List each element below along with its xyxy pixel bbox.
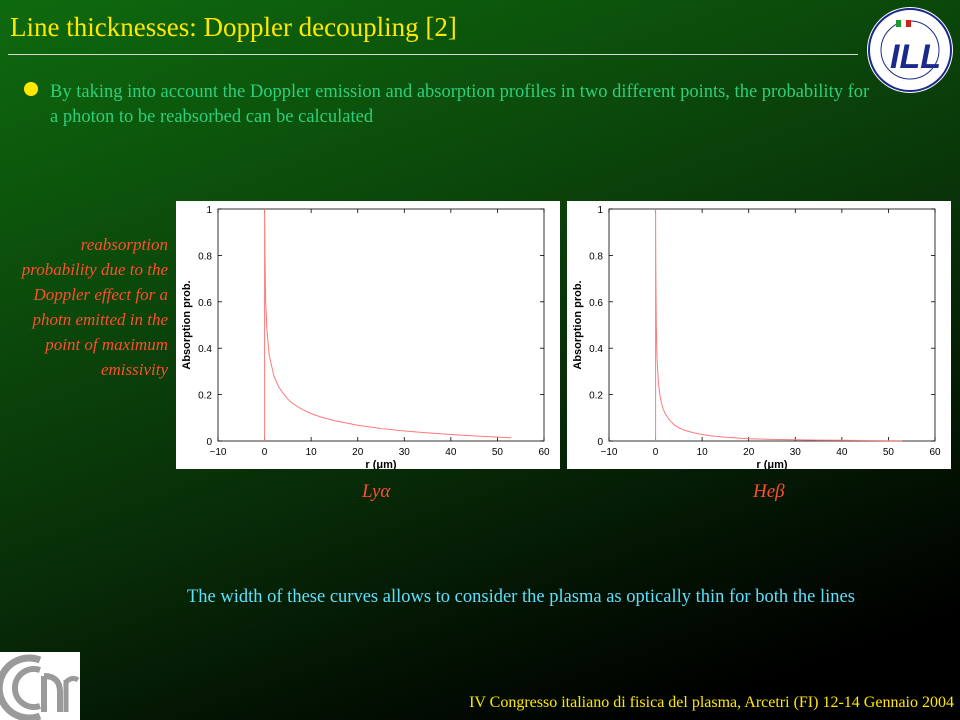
cnr-logo <box>0 652 80 720</box>
slide-title: Line thicknesses: Doppler decoupling [2] <box>10 12 457 42</box>
y-tick-label: 0.8 <box>198 251 212 263</box>
y-tick-label: 1 <box>597 205 603 216</box>
x-axis-label: r (μm) <box>756 459 788 469</box>
footer-conference: IV Congresso italiano di fisica del plasma, Arcetri (FI) 12-14 Gennaio 2004 <box>469 694 954 711</box>
caption-helium-beta: Heβ <box>753 481 785 502</box>
x-tick-label: 10 <box>305 447 317 458</box>
x-tick-label: 40 <box>836 447 848 458</box>
x-tick-label: 20 <box>352 447 364 458</box>
title-divider <box>8 54 858 55</box>
x-tick-label: 30 <box>789 447 801 458</box>
x-tick-label: −10 <box>600 447 618 458</box>
y-tick-label: 0.2 <box>589 390 603 402</box>
x-tick-label: 0 <box>652 447 659 458</box>
x-tick-label: −10 <box>209 447 227 458</box>
y-axis-label: Absorption prob. <box>181 280 193 370</box>
plot-frame <box>609 209 935 441</box>
caption-lyman-alpha: Lyα <box>362 481 391 502</box>
chart-lyman-alpha <box>176 201 560 469</box>
chart-helium-beta <box>567 201 951 469</box>
x-axis-label: r (μm) <box>365 459 397 469</box>
y-tick-label: 0.4 <box>198 344 212 356</box>
y-tick-label: 0.6 <box>589 297 603 309</box>
y-tick-label: 0 <box>597 437 603 448</box>
x-tick-label: 50 <box>491 447 503 458</box>
ill-laboratory-logo <box>866 6 954 94</box>
x-tick-label: 50 <box>882 447 894 458</box>
reabsorption-note: reabsorption probability due to the Doppler effect for a photn emitted in the point of maximum emissivity <box>21 235 168 379</box>
y-axis-label: Absorption prob. <box>572 280 584 370</box>
x-tick-label: 20 <box>743 447 755 458</box>
y-tick-label: 0.2 <box>198 390 212 402</box>
y-tick-label: 0.6 <box>198 297 212 309</box>
y-tick-label: 0.8 <box>589 251 603 263</box>
x-tick-label: 60 <box>538 447 550 458</box>
x-tick-label: 40 <box>445 447 457 458</box>
bullet-marker <box>24 82 38 96</box>
conclusion-text: The width of these curves allows to consider the plasma as optically thin for both the lines <box>187 587 855 607</box>
svg-text:ILL: ILL <box>890 38 941 76</box>
chart-helium-beta-svg <box>567 201 951 469</box>
x-tick-label: 30 <box>398 447 410 458</box>
chart-lyman-alpha-svg <box>176 201 560 469</box>
absorption-curve <box>265 209 512 441</box>
y-tick-label: 0 <box>206 437 212 448</box>
y-tick-label: 0.4 <box>589 344 603 356</box>
absorption-curve <box>656 209 903 441</box>
x-tick-label: 0 <box>261 447 268 458</box>
x-tick-label: 60 <box>929 447 941 458</box>
x-tick-label: 10 <box>696 447 708 458</box>
y-tick-label: 1 <box>206 205 212 216</box>
bullet-text: By taking into account the Doppler emission and absorption profiles in two different points, the probability for a photon to be reabsorbed can be calculated <box>50 82 870 127</box>
